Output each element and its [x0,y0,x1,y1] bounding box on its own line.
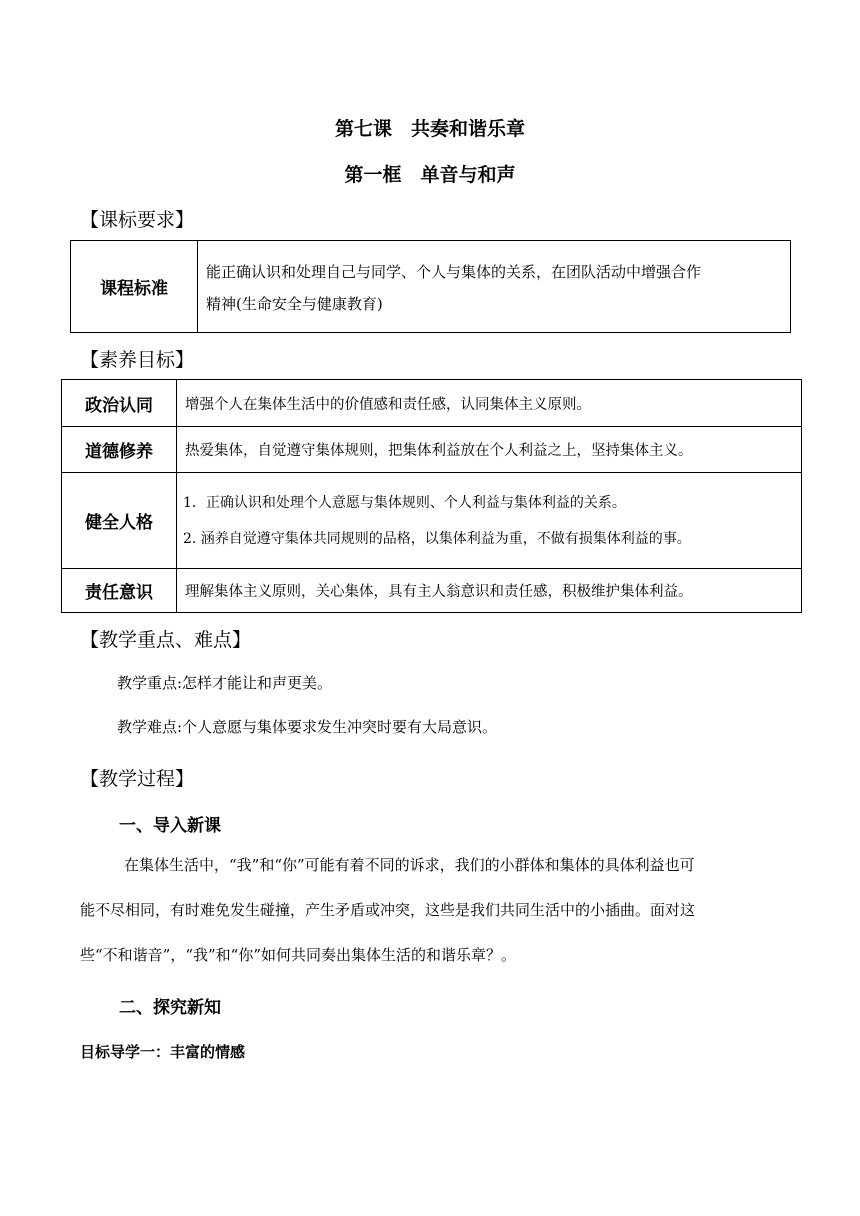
table-row [62,473,802,569]
literacy-content [177,380,802,427]
lesson-title: 第七课 共奏和谐乐章 [334,118,525,140]
curriculum-table [70,240,791,333]
literacy-content [177,427,802,473]
curriculum-label: 课程标准 [71,241,198,333]
teaching-difficulty: 教学难点:个人意愿与集体要求发生冲突时要有大局意识。 [117,718,498,736]
literacy-content [177,473,802,569]
literacy-content [177,569,802,613]
teaching-focus: 教学重点:怎样才能让和声更美。 [117,674,333,692]
section-title: 第一框 单音与和声 [344,164,516,186]
literacy-line: 理解集体主义原则，关心集体，具有主人翁意识和责任感，积极维护集体利益。 [185,584,693,600]
literacy-line: 2. 涵养自觉遵守集体共同规则的品格，以集体利益为重，不做有损集体利益的事。 [183,530,691,547]
literacy-label: 道德修养 [62,427,177,473]
literacy-line: 1．正确认识和处理个人意愿与集体规则、个人利益与集体利益的关系。 [183,494,626,511]
intro-line: 能不尽相同，有时难免发生碰撞，产生矛盾或冲突，这些是我们共同生活中的小插曲。面对这 [80,901,696,919]
intro-paragraph [80,855,780,965]
key-points-heading: 【教学重点、难点】 [80,629,252,651]
curriculum-content [198,241,791,333]
literacy-label: 责任意识 [62,569,177,613]
intro-line: 在集体生活中，“我”和“你”可能有着不同的诉求，我们的小群体和集体的具体利益也可 [124,856,695,874]
part2-title: 二、探究新知 [119,998,221,1018]
curriculum-heading: 【课标要求】 [80,209,195,231]
curriculum-line: 精神(生命安全与健康教育) [206,294,383,313]
literacy-line: 增强个人在集体生活中的价值感和责任感，认同集体主义原则。 [185,396,591,413]
process-heading: 【教学过程】 [80,768,195,790]
literacy-line: 热爱集体，自觉遵守集体规则，把集体利益放在个人利益之上，坚持集体主义。 [185,443,693,459]
part1-title: 一、导入新课 [119,816,221,836]
table-row [62,380,802,427]
literacy-label: 政治认同 [62,380,177,427]
goal1-title: 目标导学一：丰富的情感 [80,1043,246,1061]
literacy-heading: 【素养目标】 [80,349,195,371]
table-row [62,569,802,613]
table-row [62,427,802,473]
literacy-table [61,379,802,613]
intro-line: 些“不和谐音”，“我”和“你”如何共同奏出集体生活的和谐乐章？。 [80,946,517,964]
curriculum-line: 能正确认识和处理自己与同学、个人与集体的关系，在团队活动中增强合作 [206,262,702,281]
literacy-label: 健全人格 [62,473,177,569]
